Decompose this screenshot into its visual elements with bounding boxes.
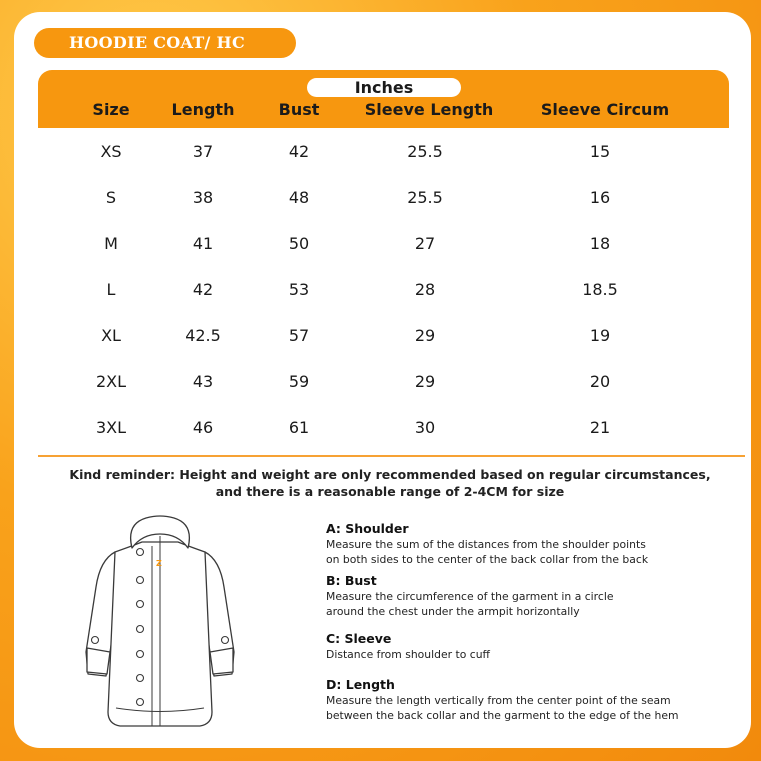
measurement-description: Distance from shoulder to cuff	[326, 648, 490, 661]
cell-sleeve-circum: 20	[589, 372, 611, 391]
measurement-title: A: Shoulder	[326, 521, 409, 536]
cell-length: 38	[192, 188, 214, 207]
cell-size: 2XL	[95, 372, 127, 391]
measurement-title: B: Bust	[326, 573, 377, 588]
cell-bust: 42	[288, 142, 310, 161]
measurement-description: Measure the circumference of the garment in a circle	[326, 590, 614, 603]
cell-length: 37	[192, 142, 214, 161]
cell-sleeve-length: 29	[414, 326, 436, 345]
cell-length: 46	[192, 418, 214, 437]
measurement-description: between the back collar and the garment to the edge of the hem	[326, 709, 679, 722]
hoodie-coat-illustration	[60, 512, 260, 742]
cell-size: XS	[100, 142, 122, 161]
cell-bust: 59	[288, 372, 310, 391]
measurement-description: on both sides to the center of the back collar from the back	[326, 553, 649, 566]
measurement-item	[326, 676, 746, 723]
cell-sleeve-circum: 21	[589, 418, 611, 437]
cell-sleeve-length: 29	[414, 372, 436, 391]
measurement-description: Measure the length vertically from the center point of the seam	[326, 694, 671, 707]
cell-sleeve-length: 25.5	[407, 188, 443, 207]
cell-bust: 50	[288, 234, 310, 253]
cell-sleeve-circum: 15	[589, 142, 611, 161]
measurement-description: Measure the sum of the distances from the shoulder points	[326, 538, 646, 551]
measurement-item	[326, 520, 746, 567]
cell-sleeve-length: 30	[414, 418, 436, 437]
cell-size: XL	[101, 326, 121, 345]
cell-sleeve-circum: 18.5	[582, 280, 618, 299]
column-header-length: Length	[171, 100, 235, 119]
measurement-title: D: Length	[326, 677, 395, 692]
unit-label: Inches	[307, 78, 461, 97]
cell-length: 42.5	[185, 326, 221, 345]
measurement-item	[326, 572, 746, 619]
cell-size: 3XL	[95, 418, 127, 437]
measurement-title: C: Sleeve	[326, 631, 392, 646]
cell-size: S	[105, 188, 117, 207]
cell-length: 43	[192, 372, 214, 391]
column-header-size: Size	[92, 100, 130, 119]
cell-bust: 48	[288, 188, 310, 207]
measurement-item	[326, 630, 746, 662]
cell-sleeve-length: 27	[414, 234, 436, 253]
cell-size: L	[106, 280, 116, 299]
cell-length: 41	[192, 234, 214, 253]
reminder-line-2: and there is a reasonable range of 2-4CM for size	[215, 484, 565, 499]
cell-sleeve-length: 28	[414, 280, 436, 299]
column-header-bust: Bust	[278, 100, 320, 119]
cell-sleeve-circum: 19	[589, 326, 611, 345]
kind-reminder	[40, 466, 740, 500]
cell-sleeve-circum: 18	[589, 234, 611, 253]
cell-bust: 57	[288, 326, 310, 345]
svg-text:Z: Z	[156, 559, 162, 568]
column-header-sleeve-circum: Sleeve Circum	[540, 100, 670, 119]
cell-sleeve-length: 25.5	[407, 142, 443, 161]
section-divider	[38, 455, 745, 457]
column-header-sleeve-length: Sleeve Length	[364, 100, 494, 119]
cell-bust: 53	[288, 280, 310, 299]
product-title: HOODIE COAT/ HC	[34, 28, 296, 58]
measurement-description: around the chest under the armpit horizontally	[326, 605, 580, 618]
cell-sleeve-circum: 16	[589, 188, 611, 207]
cell-length: 42	[192, 280, 214, 299]
cell-size: M	[104, 234, 118, 253]
reminder-line-1: Kind reminder: Height and weight are only recommended based on regular circumstances,	[69, 467, 711, 482]
cell-bust: 61	[288, 418, 310, 437]
